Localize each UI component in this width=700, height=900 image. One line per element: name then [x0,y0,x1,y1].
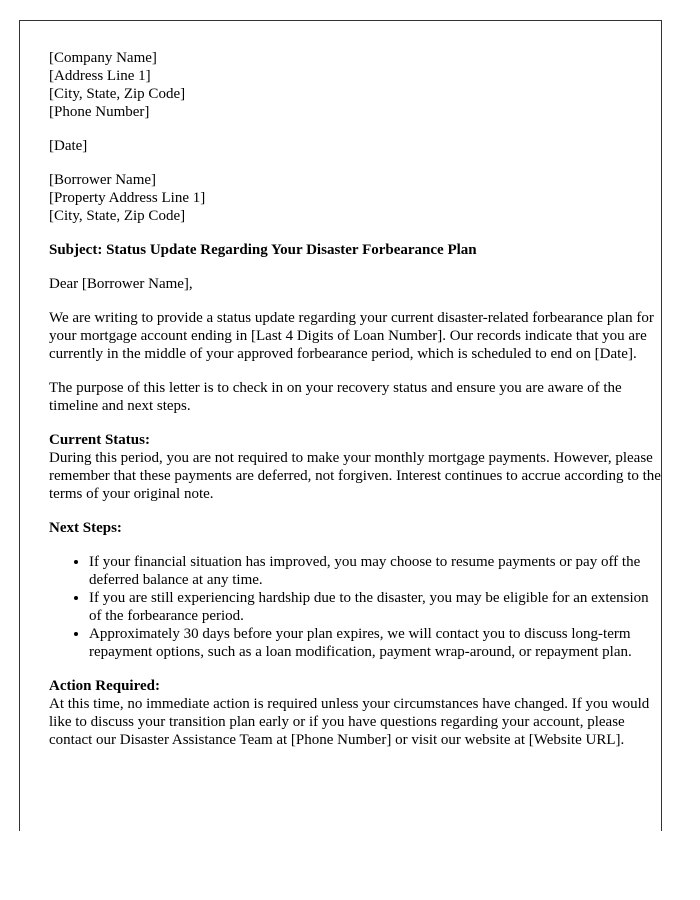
intro-paragraph: We are writing to provide a status update regarding your current disaster-related forbearance plan for your mortgage account ending in [Last 4 Digits of Loan Number]. Our records indicate that you are currently in the middle of your approved forbearance period, which is scheduled to end on [Date]. [49,310,654,362]
action-required-heading: Action Required: [49,678,160,694]
next-steps-heading: Next Steps: [49,520,122,536]
sender-company: [Company Name] [49,50,157,66]
letter [19,20,662,831]
list-item: • If you are still experiencing hardship due to the disaster, you may be eligible for an extension of the forbearance period. [89,589,661,625]
current-status-heading: Current Status: [49,432,150,448]
sender-phone: [Phone Number] [49,104,150,120]
purpose-paragraph: The purpose of this letter is to check in on your recovery status and ensure you are aware of the timeline and next steps. [49,380,622,414]
current-status-section [49,431,661,503]
next-steps-list [49,553,661,661]
recipient-city: [City, State, Zip Code] [49,208,186,224]
sender-city: [City, State, Zip Code] [49,86,186,102]
letter-date: [Date] [49,138,88,154]
action-required-body: At this time, no immediate action is required unless your circumstances have changed. If you would like to discuss your transition plan early or if you have questions regarding your account, please contact our Disaster Assistance Team at [Phone Number] or visit our website at [Website URL]. [49,696,650,748]
salutation: Dear [Borrower Name], [49,276,193,292]
sender-block [49,49,661,121]
recipient-address: [Property Address Line 1] [49,190,206,206]
list-item: • If your financial situation has improved, you may choose to resume payments or pay off the deferred balance at any time. [89,553,661,589]
recipient-name: [Borrower Name] [49,172,157,188]
action-required-section [49,677,661,749]
sender-address: [Address Line 1] [49,68,151,84]
subject-line: Subject: Status Update Regarding Your Disaster Forbearance Plan [49,242,477,258]
current-status-body: During this period, you are not required to make your monthly mortgage payments. However, please remember that these payments are deferred, not forgiven. Interest continues to accrue according to the terms of your original note. [49,450,661,502]
list-item: • Approximately 30 days before your plan expires, we will contact you to discuss long-term repayment options, such as a loan modification, payment wrap-around, or repayment plan. [89,625,661,661]
recipient-block [49,171,661,225]
